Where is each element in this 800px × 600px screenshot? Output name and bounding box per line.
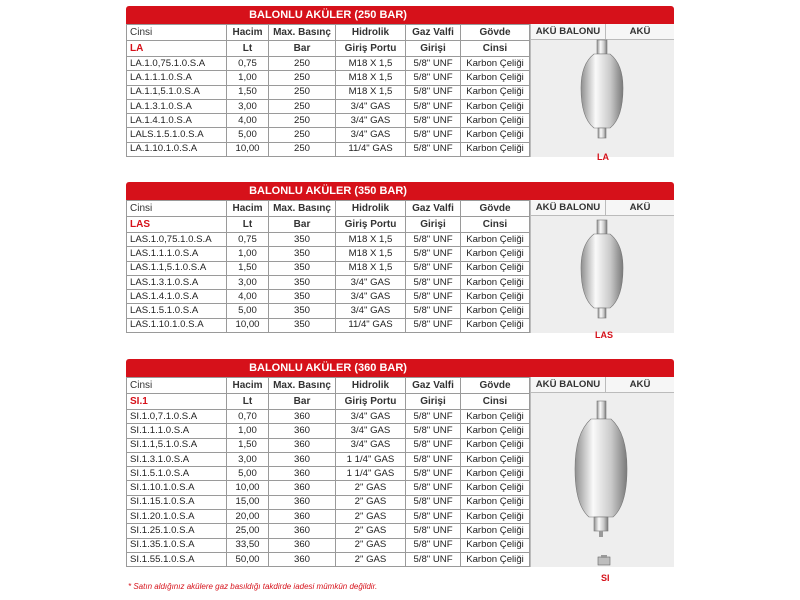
table-cell: 10,00 bbox=[227, 142, 269, 156]
product-panel bbox=[530, 200, 674, 340]
column-subheader-hidrolik: Giriş Portu bbox=[336, 41, 406, 57]
table-cell: SI.1.1,5.1.0.S.A bbox=[127, 438, 227, 452]
table-cell: 350 bbox=[269, 318, 336, 332]
table-cell: Karbon Çeliği bbox=[461, 71, 530, 85]
table-cell: Karbon Çeliği bbox=[461, 275, 530, 289]
table-cell: 3,00 bbox=[227, 452, 269, 466]
table-row bbox=[127, 467, 530, 481]
table-cell: M18 X 1,5 bbox=[336, 247, 406, 261]
table-cell: Karbon Çeliği bbox=[461, 233, 530, 247]
column-subheader-hidrolik: Giriş Portu bbox=[336, 394, 406, 410]
table-cell: 5/8" UNF bbox=[406, 467, 461, 481]
model-label: LAS bbox=[595, 330, 613, 340]
table-cell: 360 bbox=[269, 510, 336, 524]
table-cell: 3/4" GAS bbox=[336, 424, 406, 438]
column-subheader-gaz: Girişi bbox=[406, 394, 461, 410]
column-header-basinc: Max. Basınç bbox=[269, 378, 336, 394]
table-cell: M18 X 1,5 bbox=[336, 57, 406, 71]
column-subheader-hacim: Lt bbox=[227, 394, 269, 410]
table-cell: 2" GAS bbox=[336, 495, 406, 509]
table-cell: LAS.1.5.1.0.S.A bbox=[127, 304, 227, 318]
table-cell: 5/8" UNF bbox=[406, 318, 461, 332]
column-header-govde: Gövde bbox=[461, 25, 530, 41]
table-cell: 5/8" UNF bbox=[406, 114, 461, 128]
table-row bbox=[127, 495, 530, 509]
table-cell: 360 bbox=[269, 538, 336, 552]
table-cell: Karbon Çeliği bbox=[461, 318, 530, 332]
subheader-row bbox=[127, 394, 530, 410]
table-cell: 5/8" UNF bbox=[406, 410, 461, 424]
table-cell: LA.1.1.1.0.S.A bbox=[127, 71, 227, 85]
table-row bbox=[127, 261, 530, 275]
table-cell: 5,00 bbox=[227, 304, 269, 318]
table-cell: LA.1.3.1.0.S.A bbox=[127, 99, 227, 113]
column-subheader-hacim: Lt bbox=[227, 41, 269, 57]
table-cell: Karbon Çeliği bbox=[461, 510, 530, 524]
table-cell: 2" GAS bbox=[336, 524, 406, 538]
table-cell: 2" GAS bbox=[336, 481, 406, 495]
accumulator-image bbox=[571, 399, 631, 549]
table-block-360 bbox=[126, 359, 674, 583]
spec-table bbox=[126, 200, 530, 333]
table-cell: Karbon Çeliği bbox=[461, 247, 530, 261]
table-cell: 5/8" UNF bbox=[406, 524, 461, 538]
table-cell: 5/8" UNF bbox=[406, 57, 461, 71]
table-row bbox=[127, 524, 530, 538]
table-cell: Karbon Çeliği bbox=[461, 304, 530, 318]
table-cell: 350 bbox=[269, 290, 336, 304]
table-cell: Karbon Çeliği bbox=[461, 128, 530, 142]
table-cell: 5/8" UNF bbox=[406, 290, 461, 304]
table-cell: LAS.1.4.1.0.S.A bbox=[127, 290, 227, 304]
table-cell: 5/8" UNF bbox=[406, 99, 461, 113]
column-header-gaz: Gaz Valfi bbox=[406, 201, 461, 217]
table-cell: 360 bbox=[269, 424, 336, 438]
table-cell: 350 bbox=[269, 304, 336, 318]
table-cell: 5/8" UNF bbox=[406, 552, 461, 566]
column-header-cinsi: Cinsi bbox=[127, 201, 227, 217]
product-panel bbox=[530, 377, 674, 583]
column-header-gaz: Gaz Valfi bbox=[406, 25, 461, 41]
table-cell: 5/8" UNF bbox=[406, 510, 461, 524]
table-cell: 360 bbox=[269, 467, 336, 481]
column-subheader-basinc: Bar bbox=[269, 41, 336, 57]
table-cell: 5,00 bbox=[227, 128, 269, 142]
table-row bbox=[127, 290, 530, 304]
column-subheader-basinc: Bar bbox=[269, 217, 336, 233]
table-cell: SI.1.1.1.0.S.A bbox=[127, 424, 227, 438]
table-cell: 5/8" UNF bbox=[406, 438, 461, 452]
table-cell: 4,00 bbox=[227, 114, 269, 128]
table-cell: 5,00 bbox=[227, 467, 269, 481]
table-cell: 350 bbox=[269, 233, 336, 247]
table-cell: 3/4" GAS bbox=[336, 275, 406, 289]
aku-header: AKÜ bbox=[629, 379, 651, 390]
table-cell: 5/8" UNF bbox=[406, 275, 461, 289]
table-cell: 10,00 bbox=[227, 318, 269, 332]
table-cell: 3,00 bbox=[227, 99, 269, 113]
table-cell: Karbon Çeliği bbox=[461, 410, 530, 424]
table-cell: 3/4" GAS bbox=[336, 438, 406, 452]
table-cell: 20,00 bbox=[227, 510, 269, 524]
table-cell: 1 1/4" GAS bbox=[336, 452, 406, 466]
table-cell: 5/8" UNF bbox=[406, 71, 461, 85]
table-cell: 0,70 bbox=[227, 410, 269, 424]
table-cell: 360 bbox=[269, 495, 336, 509]
table-title-bar bbox=[126, 359, 674, 377]
table-cell: 5/8" UNF bbox=[406, 247, 461, 261]
table-cell: Karbon Çeliği bbox=[461, 467, 530, 481]
column-subheader-gaz: Girişi bbox=[406, 41, 461, 57]
table-block-250 bbox=[126, 6, 674, 162]
table-cell: SI.1.25.1.0.S.A bbox=[127, 524, 227, 538]
table-row bbox=[127, 114, 530, 128]
column-subheader-hidrolik: Giriş Portu bbox=[336, 217, 406, 233]
table-cell: Karbon Çeliği bbox=[461, 452, 530, 466]
table-cell: 250 bbox=[269, 71, 336, 85]
aku-balonu-header: AKÜ BALONU bbox=[531, 24, 606, 39]
table-cell: 5/8" UNF bbox=[406, 481, 461, 495]
table-row bbox=[127, 71, 530, 85]
table-cell: 15,00 bbox=[227, 495, 269, 509]
table-cell: 350 bbox=[269, 261, 336, 275]
table-cell: 3/4" GAS bbox=[336, 99, 406, 113]
table-cell: Karbon Çeliği bbox=[461, 114, 530, 128]
table-cell: 5/8" UNF bbox=[406, 142, 461, 156]
table-cell: SI.1.15.1.0.S.A bbox=[127, 495, 227, 509]
column-subheader-hacim: Lt bbox=[227, 217, 269, 233]
table-cell: 5/8" UNF bbox=[406, 495, 461, 509]
table-cell: SI.1.5.1.0.S.A bbox=[127, 467, 227, 481]
table-cell: 1 1/4" GAS bbox=[336, 467, 406, 481]
table-cell: Karbon Çeliği bbox=[461, 538, 530, 552]
table-cell: 3/4" GAS bbox=[336, 128, 406, 142]
table-cell: 1,00 bbox=[227, 71, 269, 85]
table-cell: 5/8" UNF bbox=[406, 538, 461, 552]
table-cell: Karbon Çeliği bbox=[461, 438, 530, 452]
table-cell: SI.1.55.1.0.S.A bbox=[127, 552, 227, 566]
table-cell: 360 bbox=[269, 552, 336, 566]
table-cell: 1,50 bbox=[227, 85, 269, 99]
product-panel bbox=[530, 24, 674, 162]
aku-balonu-header: AKÜ BALONU bbox=[531, 377, 606, 392]
table-cell: LAS.1.3.1.0.S.A bbox=[127, 275, 227, 289]
table-row bbox=[127, 481, 530, 495]
table-title: BALONLU AKÜLER (250 BAR) bbox=[126, 6, 530, 24]
table-cell: 360 bbox=[269, 524, 336, 538]
table-row bbox=[127, 552, 530, 566]
table-cell: Karbon Çeliği bbox=[461, 481, 530, 495]
table-row bbox=[127, 142, 530, 156]
table-title: BALONLU AKÜLER (350 BAR) bbox=[126, 182, 530, 200]
table-row bbox=[127, 424, 530, 438]
table-cell: Karbon Çeliği bbox=[461, 552, 530, 566]
header-row bbox=[127, 25, 530, 41]
table-row bbox=[127, 275, 530, 289]
table-cell: SI.1.0,7.1.0.S.A bbox=[127, 410, 227, 424]
footnote: * Satın aldığınız akülere gaz basıldığı takdirde iadesi mümkün değildir. bbox=[128, 582, 378, 591]
column-subheader-govde: Cinsi bbox=[461, 217, 530, 233]
table-cell: Karbon Çeliği bbox=[461, 99, 530, 113]
table-cell: M18 X 1,5 bbox=[336, 233, 406, 247]
table-cell: LAS.1.1.1.0.S.A bbox=[127, 247, 227, 261]
valve-part-icon bbox=[597, 555, 611, 567]
model-label: SI bbox=[601, 573, 610, 583]
column-header-govde: Gövde bbox=[461, 201, 530, 217]
table-cell: 360 bbox=[269, 438, 336, 452]
column-header-hacim: Hacim bbox=[227, 25, 269, 41]
table-cell: 5/8" UNF bbox=[406, 304, 461, 318]
table-cell: 5/8" UNF bbox=[406, 424, 461, 438]
table-cell: 5/8" UNF bbox=[406, 128, 461, 142]
spec-table bbox=[126, 377, 530, 567]
header-row bbox=[127, 201, 530, 217]
table-cell: 0,75 bbox=[227, 233, 269, 247]
table-cell: 250 bbox=[269, 128, 336, 142]
accumulator-image bbox=[579, 38, 625, 142]
header-row bbox=[127, 378, 530, 394]
table-row bbox=[127, 438, 530, 452]
column-header-cinsi: Cinsi bbox=[127, 378, 227, 394]
column-header-hidrolik: Hidrolik bbox=[336, 378, 406, 394]
column-header-hidrolik: Hidrolik bbox=[336, 25, 406, 41]
table-row bbox=[127, 128, 530, 142]
column-subheader-series: LA bbox=[127, 41, 227, 57]
column-subheader-govde: Cinsi bbox=[461, 394, 530, 410]
table-cell: 5/8" UNF bbox=[406, 452, 461, 466]
table-cell: 1,00 bbox=[227, 424, 269, 438]
table-cell: Karbon Çeliği bbox=[461, 261, 530, 275]
table-cell: 350 bbox=[269, 275, 336, 289]
table-cell: 5/8" UNF bbox=[406, 261, 461, 275]
spec-table bbox=[126, 24, 530, 157]
table-cell: LAS.1.10.1.0.S.A bbox=[127, 318, 227, 332]
table-cell: 50,00 bbox=[227, 552, 269, 566]
aku-header: AKÜ bbox=[629, 202, 651, 213]
table-cell: Karbon Çeliği bbox=[461, 495, 530, 509]
table-cell: LAS.1.0,75.1.0.S.A bbox=[127, 233, 227, 247]
table-cell: SI.1.10.1.0.S.A bbox=[127, 481, 227, 495]
subheader-row bbox=[127, 217, 530, 233]
table-row bbox=[127, 247, 530, 261]
table-cell: Karbon Çeliği bbox=[461, 524, 530, 538]
table-cell: 2" GAS bbox=[336, 552, 406, 566]
table-row bbox=[127, 304, 530, 318]
column-subheader-basinc: Bar bbox=[269, 394, 336, 410]
table-block-350 bbox=[126, 182, 674, 340]
table-cell: SI.1.20.1.0.S.A bbox=[127, 510, 227, 524]
table-cell: 33,50 bbox=[227, 538, 269, 552]
table-cell: M18 X 1,5 bbox=[336, 261, 406, 275]
table-cell: Karbon Çeliği bbox=[461, 424, 530, 438]
table-cell: 250 bbox=[269, 99, 336, 113]
table-cell: LA.1.4.1.0.S.A bbox=[127, 114, 227, 128]
table-row bbox=[127, 57, 530, 71]
table-cell: 11/4" GAS bbox=[336, 318, 406, 332]
table-cell: Karbon Çeliği bbox=[461, 142, 530, 156]
table-cell: 4,00 bbox=[227, 290, 269, 304]
aku-header: AKÜ bbox=[629, 26, 651, 37]
table-cell: Karbon Çeliği bbox=[461, 85, 530, 99]
table-cell: SI.1.3.1.0.S.A bbox=[127, 452, 227, 466]
table-cell: 3/4" GAS bbox=[336, 290, 406, 304]
table-cell: 3/4" GAS bbox=[336, 304, 406, 318]
column-header-basinc: Max. Basınç bbox=[269, 25, 336, 41]
column-header-cinsi: Cinsi bbox=[127, 25, 227, 41]
column-header-govde: Gövde bbox=[461, 378, 530, 394]
column-header-gaz: Gaz Valfi bbox=[406, 378, 461, 394]
table-cell: 2" GAS bbox=[336, 538, 406, 552]
table-cell: 10,00 bbox=[227, 481, 269, 495]
table-cell: 350 bbox=[269, 247, 336, 261]
table-cell: LAS.1.1,5.1.0.S.A bbox=[127, 261, 227, 275]
table-cell: 3/4" GAS bbox=[336, 410, 406, 424]
accumulator-image bbox=[579, 218, 625, 322]
table-cell: LA.1.0,75.1.0.S.A bbox=[127, 57, 227, 71]
table-cell: Karbon Çeliği bbox=[461, 57, 530, 71]
table-row bbox=[127, 99, 530, 113]
aku-balonu-header: AKÜ BALONU bbox=[531, 200, 606, 215]
column-subheader-govde: Cinsi bbox=[461, 41, 530, 57]
column-header-basinc: Max. Basınç bbox=[269, 201, 336, 217]
table-cell: SI.1.35.1.0.S.A bbox=[127, 538, 227, 552]
table-cell: 360 bbox=[269, 410, 336, 424]
table-cell: 250 bbox=[269, 114, 336, 128]
table-cell: 5/8" UNF bbox=[406, 85, 461, 99]
column-header-hacim: Hacim bbox=[227, 201, 269, 217]
table-cell: 360 bbox=[269, 452, 336, 466]
table-title: BALONLU AKÜLER (360 BAR) bbox=[126, 359, 530, 377]
table-cell: 5/8" UNF bbox=[406, 233, 461, 247]
table-row bbox=[127, 233, 530, 247]
table-row bbox=[127, 85, 530, 99]
table-cell: 3/4" GAS bbox=[336, 114, 406, 128]
subheader-row bbox=[127, 41, 530, 57]
table-row bbox=[127, 510, 530, 524]
model-label: LA bbox=[597, 152, 609, 162]
table-cell: 250 bbox=[269, 142, 336, 156]
table-cell: 3,00 bbox=[227, 275, 269, 289]
table-cell: LA.1.1,5.1.0.S.A bbox=[127, 85, 227, 99]
table-cell: 250 bbox=[269, 57, 336, 71]
table-cell: 1,50 bbox=[227, 261, 269, 275]
table-cell: 2" GAS bbox=[336, 510, 406, 524]
column-subheader-series: SI.1 bbox=[127, 394, 227, 410]
column-header-hidrolik: Hidrolik bbox=[336, 201, 406, 217]
table-cell: LALS.1.5.1.0.S.A bbox=[127, 128, 227, 142]
table-cell: Karbon Çeliği bbox=[461, 290, 530, 304]
table-cell: 250 bbox=[269, 85, 336, 99]
column-subheader-series: LAS bbox=[127, 217, 227, 233]
table-row bbox=[127, 538, 530, 552]
table-cell: 0,75 bbox=[227, 57, 269, 71]
table-cell: 11/4" GAS bbox=[336, 142, 406, 156]
table-row bbox=[127, 452, 530, 466]
table-title-bar bbox=[126, 6, 674, 24]
table-cell: LA.1.10.1.0.S.A bbox=[127, 142, 227, 156]
table-title-bar bbox=[126, 182, 674, 200]
table-cell: M18 X 1,5 bbox=[336, 71, 406, 85]
table-row bbox=[127, 410, 530, 424]
table-cell: 1,50 bbox=[227, 438, 269, 452]
column-header-hacim: Hacim bbox=[227, 378, 269, 394]
table-cell: M18 X 1,5 bbox=[336, 85, 406, 99]
column-subheader-gaz: Girişi bbox=[406, 217, 461, 233]
table-row bbox=[127, 318, 530, 332]
table-cell: 25,00 bbox=[227, 524, 269, 538]
table-cell: 360 bbox=[269, 481, 336, 495]
table-cell: 1,00 bbox=[227, 247, 269, 261]
